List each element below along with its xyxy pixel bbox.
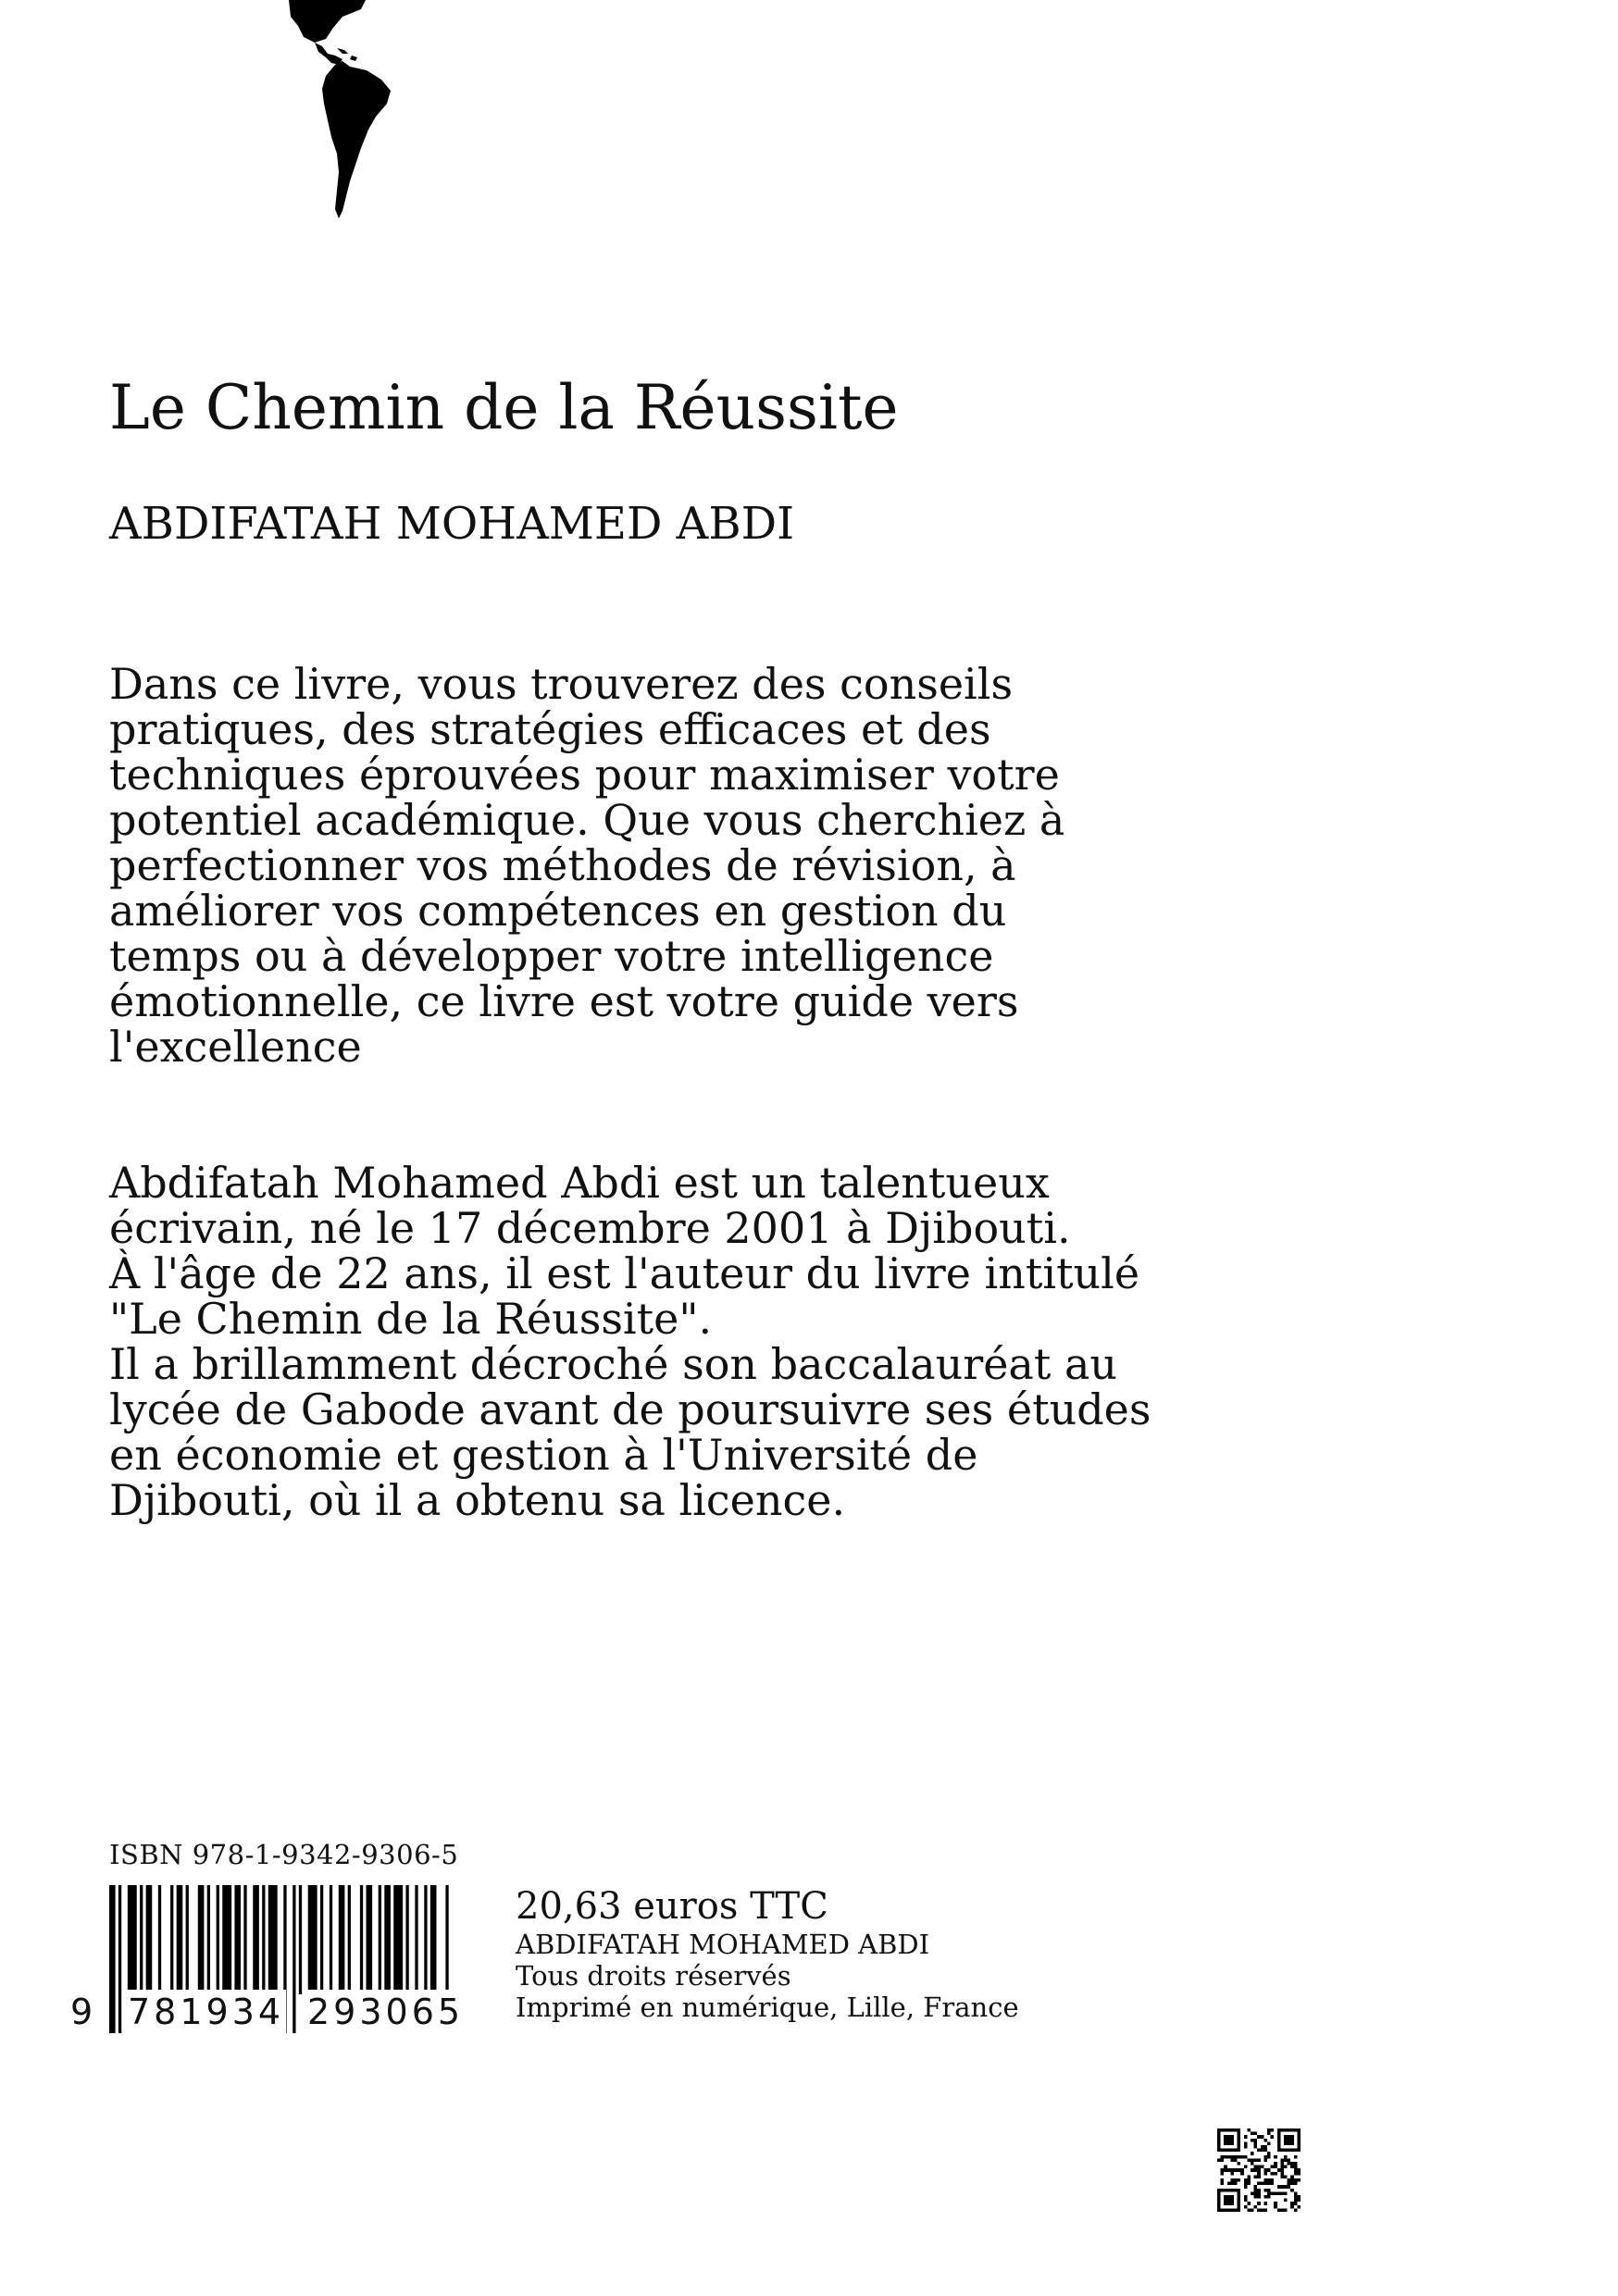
qr-module xyxy=(1297,2178,1301,2182)
qr-module xyxy=(1234,2178,1238,2182)
barcode-bar xyxy=(424,1885,427,1994)
qr-module xyxy=(1297,2195,1301,2199)
qr-module xyxy=(1271,2128,1275,2132)
barcode-bar xyxy=(186,1885,189,1994)
qr-module xyxy=(1254,2189,1258,2192)
qr-module xyxy=(1274,2191,1277,2195)
qr-module xyxy=(1230,2158,1234,2162)
qr-module xyxy=(1221,2155,1225,2159)
qr-module xyxy=(1257,2208,1261,2212)
book-blurb xyxy=(109,659,1266,1072)
qr-module xyxy=(1251,2139,1254,2142)
qr-module xyxy=(1284,2158,1288,2162)
qr-module xyxy=(1280,2166,1284,2169)
qr-module xyxy=(1263,2195,1267,2199)
qr-module xyxy=(1288,2162,1291,2166)
qr-module xyxy=(1294,2195,1298,2199)
qr-module xyxy=(1251,2152,1254,2155)
qr-module xyxy=(1257,2149,1261,2153)
qr-module xyxy=(1271,2166,1275,2169)
qr-module xyxy=(1280,2162,1284,2166)
qr-module xyxy=(1238,2155,1241,2159)
blurb-line: pratiques, des stratégies efficaces et des xyxy=(109,704,991,754)
qr-module xyxy=(1290,2205,1294,2209)
barcode-bar xyxy=(198,1885,205,1994)
qr-module xyxy=(1240,2155,1244,2159)
bio-line: lycée de Gabode avant de poursuivre ses études xyxy=(109,1384,1151,1434)
qr-module xyxy=(1244,2166,1248,2169)
qr-module xyxy=(1290,2182,1294,2186)
qr-module xyxy=(1224,2168,1227,2172)
qr-module xyxy=(1244,2195,1248,2199)
qr-module xyxy=(1254,2168,1258,2172)
blurb-line: potentiel académique. Que vous cherchiez à xyxy=(109,795,1065,845)
qr-module xyxy=(1274,2202,1277,2205)
qr-module xyxy=(1263,2145,1267,2149)
qr-module xyxy=(1290,2178,1294,2182)
qr-module xyxy=(1247,2175,1251,2178)
qr-module xyxy=(1238,2178,1241,2182)
qr-module xyxy=(1254,2145,1258,2149)
author-name: ABDIFATAH MOHAMED ABDI xyxy=(109,498,795,550)
qr-module xyxy=(1294,2155,1298,2159)
qr-module xyxy=(1224,2166,1227,2169)
qr-module xyxy=(1251,2162,1254,2166)
qr-module xyxy=(1280,2168,1284,2172)
qr-module xyxy=(1221,2158,1225,2162)
qr-module xyxy=(1227,2155,1231,2159)
qr-module xyxy=(1294,2191,1298,2195)
qr-module xyxy=(1254,2205,1258,2209)
qr-module xyxy=(1277,2191,1281,2195)
author-bio xyxy=(109,1160,1266,1523)
barcode-bar xyxy=(339,1885,345,1994)
qr-module xyxy=(1238,2162,1241,2166)
qr-module xyxy=(1288,2178,1291,2182)
qr-module xyxy=(1284,2208,1288,2212)
qr-module xyxy=(1261,2135,1264,2139)
qr-module xyxy=(1244,2199,1248,2203)
qr-module xyxy=(1251,2191,1254,2195)
bio-line: écrivain, né le 17 décembre 2001 à Djibouti. xyxy=(109,1203,1071,1253)
barcode-bar xyxy=(158,1885,161,1994)
qr-module xyxy=(1290,2202,1294,2205)
blurb-line: améliorer vos compétences en gestion du xyxy=(109,886,1007,936)
qr-module xyxy=(1267,2152,1271,2155)
qr-module xyxy=(1284,2191,1288,2195)
bio-line: Abdifatah Mohamed Abdi est un talentueux xyxy=(109,1158,1050,1208)
blurb-line: temps ou à développer votre intelligence xyxy=(109,931,994,981)
barcode-digits xyxy=(68,1990,465,2034)
qr-module xyxy=(1297,2199,1301,2203)
qr-module xyxy=(1254,2139,1258,2142)
qr-module xyxy=(1221,2182,1225,2186)
qr-module xyxy=(1271,2191,1275,2195)
qr-module xyxy=(1284,2166,1288,2169)
qr-module xyxy=(1263,2139,1267,2142)
barcode-bar xyxy=(299,1885,302,1994)
qr-module xyxy=(1284,2135,1294,2145)
qr-module xyxy=(1257,2175,1261,2178)
qr-module xyxy=(1234,2158,1238,2162)
qr-module xyxy=(1254,2195,1258,2199)
qr-module xyxy=(1294,2172,1298,2176)
qr-module xyxy=(1277,2168,1281,2172)
qr-module xyxy=(1294,2168,1298,2172)
barcode-bar xyxy=(177,1885,183,1994)
qr-module xyxy=(1267,2168,1271,2172)
qr-module xyxy=(1267,2182,1271,2186)
barcode-bar xyxy=(170,1885,173,1994)
barcode-bar xyxy=(234,1885,241,1994)
qr-module xyxy=(1221,2172,1225,2176)
qr-module xyxy=(1263,2172,1267,2176)
qr-module xyxy=(1227,2168,1231,2172)
qr-module xyxy=(1294,2178,1298,2182)
qr-module xyxy=(1230,2178,1234,2182)
qr-module xyxy=(1290,2189,1294,2192)
qr-module xyxy=(1284,2175,1288,2178)
qr-module xyxy=(1247,2178,1251,2182)
qr-module xyxy=(1290,2166,1294,2169)
qr-module xyxy=(1230,2182,1234,2186)
qr-module xyxy=(1261,2149,1264,2153)
barcode-bar xyxy=(320,1885,323,1994)
qr-module xyxy=(1277,2208,1281,2212)
barcode-bar xyxy=(268,1885,278,1994)
qr-module xyxy=(1251,2158,1254,2162)
qr-module xyxy=(1234,2182,1238,2186)
barcode-bar xyxy=(393,1885,403,1994)
qr-module xyxy=(1280,2185,1284,2189)
bio-line: Djibouti, où il a obtenu sa licence. xyxy=(109,1475,846,1525)
qr-module xyxy=(1247,2202,1251,2205)
qr-module xyxy=(1254,2141,1258,2145)
qr-module xyxy=(1294,2199,1298,2203)
qr-module xyxy=(1240,2168,1244,2172)
qr-module xyxy=(1247,2208,1251,2212)
qr-module xyxy=(1284,2155,1288,2159)
qr-module xyxy=(1254,2175,1258,2178)
qr-module xyxy=(1251,2208,1254,2212)
qr-module xyxy=(1280,2158,1284,2162)
qr-module xyxy=(1267,2189,1271,2192)
qr-module xyxy=(1254,2185,1258,2189)
blurb-line: techniques éprouvées pour maximiser votre xyxy=(109,750,1060,800)
qr-module xyxy=(1263,2182,1267,2186)
qr-module xyxy=(1274,2172,1277,2176)
qr-module xyxy=(1263,2155,1267,2159)
barcode-bar xyxy=(348,1885,351,1994)
qr-module xyxy=(1263,2208,1267,2212)
qr-module xyxy=(1251,2168,1254,2172)
qr-module xyxy=(1254,2132,1258,2136)
qr-module xyxy=(1263,2189,1267,2192)
printing-location: Imprimé en numérique, Lille, France xyxy=(516,1992,1019,2023)
qr-module xyxy=(1280,2172,1284,2176)
qr-module xyxy=(1263,2202,1267,2205)
qr-module xyxy=(1257,2189,1261,2192)
qr-module xyxy=(1230,2172,1234,2176)
barcode-bar xyxy=(217,1885,219,1994)
qr-module xyxy=(1238,2168,1241,2172)
qr-module xyxy=(1224,2195,1234,2205)
qr-module xyxy=(1224,2135,1234,2145)
qr-module xyxy=(1280,2175,1284,2178)
qr-module xyxy=(1294,2166,1298,2169)
barcode-bar xyxy=(360,1885,363,1994)
qr-module xyxy=(1257,2191,1261,2195)
qr-module xyxy=(1221,2168,1225,2172)
barcode-bar xyxy=(253,1885,259,1994)
qr-module xyxy=(1230,2155,1234,2159)
barcode-bar xyxy=(308,1885,317,1994)
qr-module xyxy=(1244,2182,1248,2186)
qr-module xyxy=(1244,2141,1248,2145)
qr-module xyxy=(1297,2205,1301,2209)
qr-module xyxy=(1261,2145,1264,2149)
barcode-bar xyxy=(128,1885,137,1994)
qr-module xyxy=(1271,2135,1275,2139)
isbn-label: ISBN 978-1-9342-9306-5 xyxy=(109,1839,459,1870)
qr-module xyxy=(1244,2205,1248,2209)
qr-module xyxy=(1263,2158,1267,2162)
qr-module xyxy=(1280,2191,1284,2195)
rights-notice: Tous droits réservés xyxy=(516,1960,791,1992)
qr-module xyxy=(1288,2185,1291,2189)
qr-module xyxy=(1297,2168,1301,2172)
qr-module xyxy=(1294,2202,1298,2205)
qr-module xyxy=(1254,2166,1258,2169)
qr-module xyxy=(1294,2208,1298,2212)
blurb-line: l'excellence xyxy=(109,1022,362,1072)
blurb-line: perfectionner vos méthodes de révision, à xyxy=(109,840,1016,890)
qr-module xyxy=(1217,2158,1221,2162)
qr-module xyxy=(1261,2166,1264,2169)
qr-module xyxy=(1244,2155,1248,2159)
qr-module xyxy=(1280,2208,1284,2212)
qr-module xyxy=(1267,2141,1271,2145)
qr-module xyxy=(1234,2155,1238,2159)
publisher: ABDIFATAH MOHAMED ABDI xyxy=(516,1929,930,1960)
qr-module xyxy=(1257,2166,1261,2169)
qr-module xyxy=(1267,2195,1271,2199)
qr-module xyxy=(1261,2208,1264,2212)
qr-module xyxy=(1274,2166,1277,2169)
qr-module xyxy=(1247,2128,1251,2132)
qr-module xyxy=(1240,2172,1244,2176)
qr-module xyxy=(1284,2199,1288,2203)
qr-module xyxy=(1277,2185,1281,2189)
qr-module xyxy=(1263,2178,1267,2182)
qr-module xyxy=(1257,2172,1261,2176)
barcode-bar xyxy=(207,1885,210,1994)
qr-module xyxy=(1263,2149,1267,2153)
bio-line: À l'âge de 22 ans, il est l'auteur du livre intitulé xyxy=(109,1248,1140,1298)
qr-module xyxy=(1274,2155,1277,2159)
bio-line: en économie et gestion à l'Université de xyxy=(109,1430,978,1480)
qr-module xyxy=(1254,2158,1258,2162)
qr-module xyxy=(1251,2132,1254,2136)
barcode-bar xyxy=(262,1885,265,1994)
qr-module xyxy=(1290,2175,1294,2178)
qr-module xyxy=(1267,2191,1271,2195)
qr-module xyxy=(1288,2182,1291,2186)
qr-module xyxy=(1247,2158,1251,2162)
americas-map-icon xyxy=(278,0,500,222)
qr-module xyxy=(1257,2182,1261,2186)
qr-module xyxy=(1257,2168,1261,2172)
barcode-digit-group-1: 781934 xyxy=(128,1992,285,2032)
qr-module xyxy=(1290,2162,1294,2166)
barcode-bar xyxy=(415,1885,417,1994)
qr-module xyxy=(1267,2178,1271,2182)
qr-module xyxy=(1271,2172,1275,2176)
qr-module xyxy=(1294,2182,1298,2186)
qr-module xyxy=(1247,2182,1251,2186)
qr-module xyxy=(1257,2195,1261,2199)
barcode-bar xyxy=(330,1885,332,1994)
qr-module xyxy=(1294,2162,1298,2166)
qr-module xyxy=(1263,2168,1267,2172)
qr-module xyxy=(1267,2132,1271,2136)
blurb-line: Dans ce livre, vous trouverez des conseils xyxy=(109,659,1014,709)
qr-module xyxy=(1257,2158,1261,2162)
qr-module xyxy=(1234,2168,1238,2172)
qr-module xyxy=(1224,2155,1227,2159)
qr-module xyxy=(1261,2182,1264,2186)
barcode-bar xyxy=(140,1885,143,1994)
qr-module xyxy=(1267,2155,1271,2159)
qr-module xyxy=(1274,2162,1277,2166)
qr-module xyxy=(1297,2172,1301,2176)
qr-module xyxy=(1230,2168,1234,2172)
barcode-bar xyxy=(379,1885,381,1994)
qr-code-icon xyxy=(1217,2128,1301,2212)
qr-module xyxy=(1288,2158,1291,2162)
qr-module xyxy=(1257,2135,1261,2139)
imprint-block xyxy=(516,1884,1019,2023)
barcode-digit-first: 9 xyxy=(70,1992,97,2032)
barcode-bar xyxy=(367,1885,373,1994)
qr-module xyxy=(1284,2185,1288,2189)
qr-module xyxy=(1274,2205,1277,2209)
qr-module xyxy=(1257,2202,1261,2205)
blurb-line: émotionnelle, ce livre est votre guide vers xyxy=(109,976,1019,1026)
barcode-bar xyxy=(222,1885,231,1994)
barcode-bar xyxy=(405,1885,408,1994)
barcode-bar xyxy=(243,1885,246,1994)
qr-module xyxy=(1267,2128,1271,2132)
bio-line: "Le Chemin de la Réussite". xyxy=(109,1294,713,1344)
qr-module xyxy=(1244,2185,1248,2189)
qr-module xyxy=(1244,2178,1248,2182)
price: 20,63 euros TTC xyxy=(516,1885,828,1928)
qr-module xyxy=(1244,2135,1248,2139)
qr-module xyxy=(1254,2191,1258,2195)
qr-module xyxy=(1221,2178,1225,2182)
qr-module xyxy=(1244,2145,1248,2149)
barcode-bar xyxy=(384,1885,391,1994)
qr-module xyxy=(1271,2182,1275,2186)
book-title: Le Chemin de la Réussite xyxy=(109,372,899,443)
qr-module xyxy=(1227,2182,1231,2186)
barcode-bar xyxy=(146,1885,153,1994)
barcode-digit-group-2: 293065 xyxy=(307,1992,465,2032)
bio-line: Il a brillamment décroché son baccalauréat au xyxy=(109,1339,1118,1389)
qr-module xyxy=(1271,2178,1275,2182)
